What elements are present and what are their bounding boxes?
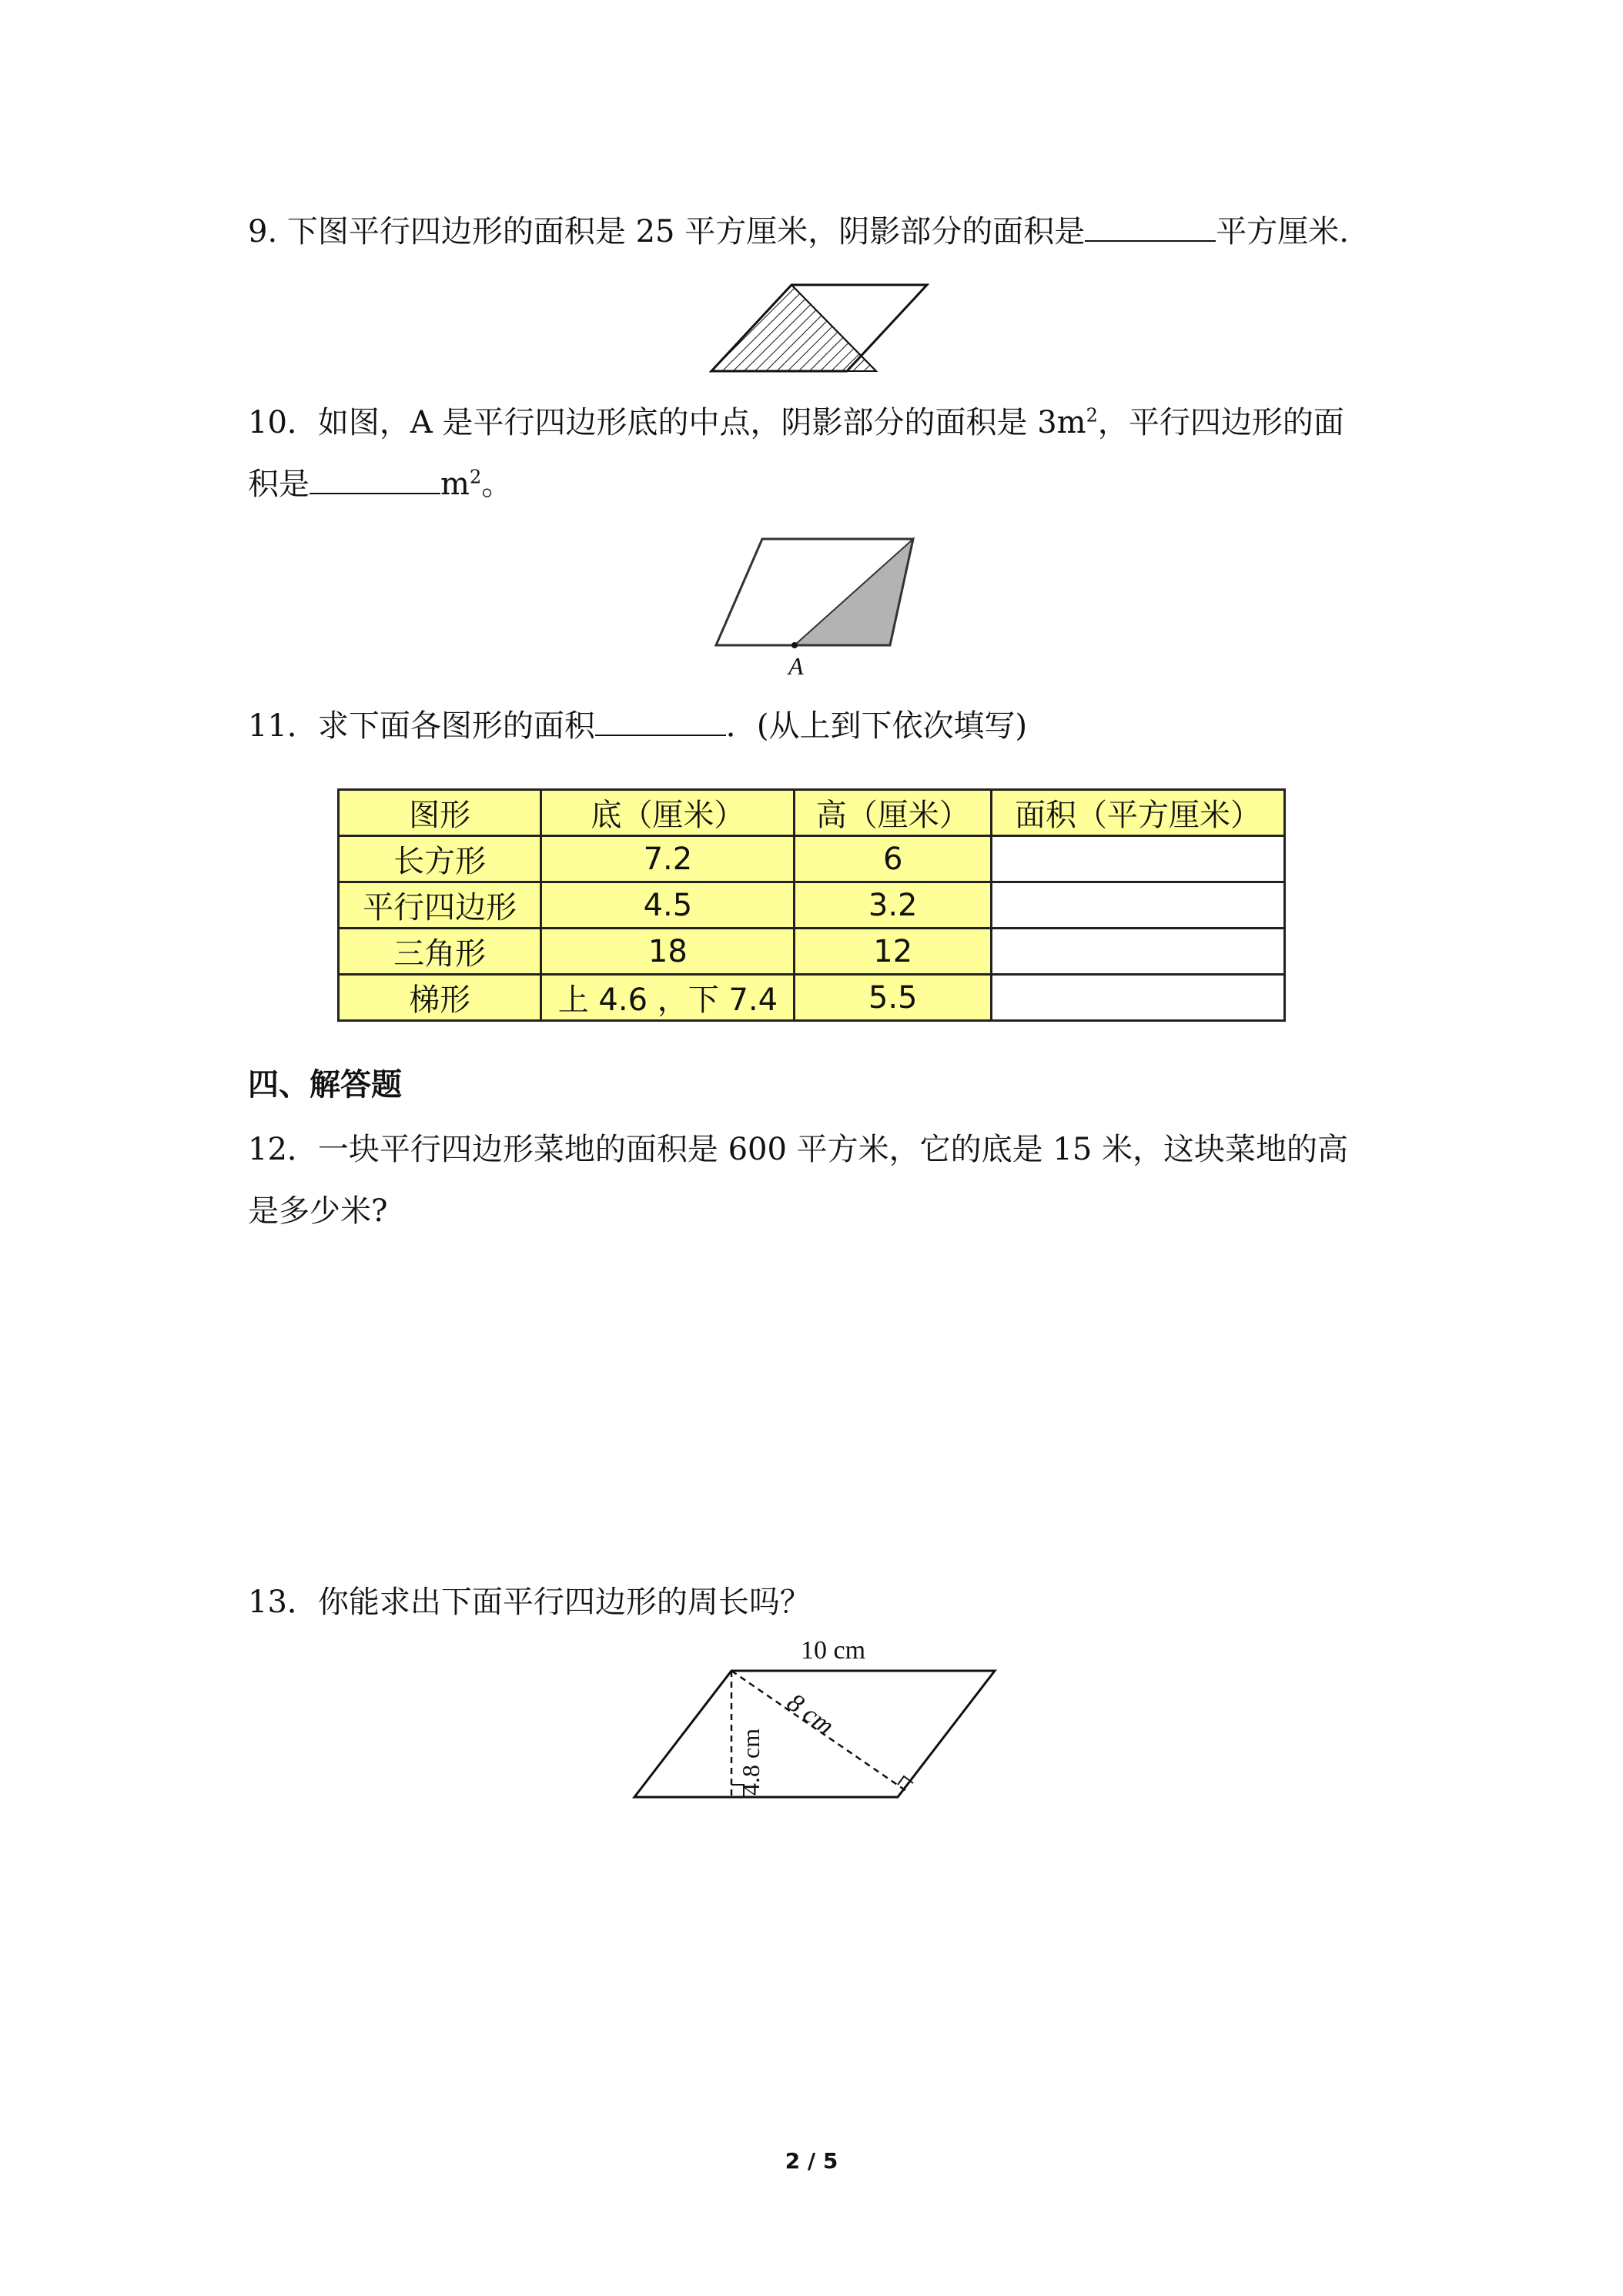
table-cell-area-answer[interactable] bbox=[991, 929, 1284, 975]
question-10-line1 bbox=[248, 403, 1344, 442]
table-header: 图形 bbox=[339, 790, 541, 836]
q9-answer-blank[interactable] bbox=[1085, 213, 1216, 242]
q11-answer-blank[interactable] bbox=[595, 707, 726, 736]
q10-label-a: A bbox=[788, 652, 804, 680]
q10-point-a bbox=[791, 642, 798, 648]
q10-answer-blank[interactable] bbox=[310, 465, 440, 494]
q9-text: 9. 下图平行四边形的面积是 25 平方厘米，阴影部分的面积是 bbox=[248, 214, 1086, 249]
q13-right-angle-mark-2 bbox=[898, 1776, 913, 1785]
q11-text-end: ．(从上到下依次填写) bbox=[725, 708, 1028, 744]
q11-text: 11．求下面各图形的面积 bbox=[248, 708, 595, 744]
q13-label-diag: 8 cm bbox=[781, 1688, 839, 1741]
q10-parallelogram-figure bbox=[708, 531, 939, 685]
table-cell-base: 18 bbox=[541, 929, 795, 975]
question-9 bbox=[248, 213, 1349, 251]
table-cell-area-answer[interactable] bbox=[991, 836, 1284, 882]
table-cell-base: 上 4.6 ，下 7.4 bbox=[541, 975, 795, 1021]
table-cell-shape: 三角形 bbox=[339, 929, 541, 975]
q13-label-top: 10 cm bbox=[801, 1636, 866, 1665]
q9-unit: 平方厘米. bbox=[1216, 214, 1349, 249]
table-cell-height: 3.2 bbox=[795, 882, 991, 929]
q13-label-height: 4.8 cm bbox=[737, 1728, 765, 1796]
area-table bbox=[337, 788, 1286, 1022]
question-13: 13．你能求出下面平行四边形的周长吗？ bbox=[248, 1585, 811, 1620]
q10-unit: m bbox=[440, 467, 470, 502]
q13-parallelogram-figure bbox=[624, 1632, 1009, 1809]
q10-line2-end: 。 bbox=[481, 467, 513, 502]
table-row bbox=[339, 975, 1285, 1021]
table-cell-shape: 长方形 bbox=[339, 836, 541, 882]
q10-shaded-triangle bbox=[795, 539, 913, 645]
table-row bbox=[339, 882, 1285, 929]
table-cell-height: 12 bbox=[795, 929, 991, 975]
table-header: 高（厘米） bbox=[795, 790, 991, 836]
table-cell-base: 4.5 bbox=[541, 882, 795, 929]
table-row bbox=[339, 836, 1285, 882]
q10-text-end: ，平行四边形的面 bbox=[1097, 405, 1344, 440]
table-cell-area-answer[interactable] bbox=[991, 882, 1284, 929]
question-10-line2 bbox=[248, 465, 512, 504]
table-header: 面积（平方厘米） bbox=[991, 790, 1284, 836]
question-11 bbox=[248, 707, 1027, 745]
table-cell-base: 7.2 bbox=[541, 836, 795, 882]
page-number: 2 / 5 bbox=[785, 2148, 838, 2174]
question-12-line2: 是多少米? bbox=[248, 1193, 388, 1229]
q10-line2-prefix: 积是 bbox=[248, 467, 310, 502]
q9-parallelogram-figure bbox=[707, 277, 930, 377]
q10-text: 10．如图，A 是平行四边形底的中点，阴影部分的面积是 3m bbox=[248, 405, 1086, 440]
section-title: 四、解答题 bbox=[248, 1067, 402, 1103]
q10-sup: 2 bbox=[1086, 404, 1098, 427]
q9-shaded-triangle bbox=[711, 285, 876, 371]
table-cell-height: 5.5 bbox=[795, 975, 991, 1021]
table-cell-shape: 平行四边形 bbox=[339, 882, 541, 929]
table-cell-area-answer[interactable] bbox=[991, 975, 1284, 1021]
table-header-row bbox=[339, 790, 1285, 836]
table-header: 底（厘米） bbox=[541, 790, 795, 836]
question-12-line1: 12．一块平行四边形菜地的面积是 600 平方米，它的底是 15 米，这块菜地的高 bbox=[248, 1132, 1349, 1167]
table-row bbox=[339, 929, 1285, 975]
table-cell-shape: 梯形 bbox=[339, 975, 541, 1021]
q10-unit-sup: 2 bbox=[469, 466, 482, 488]
table-cell-height: 6 bbox=[795, 836, 991, 882]
